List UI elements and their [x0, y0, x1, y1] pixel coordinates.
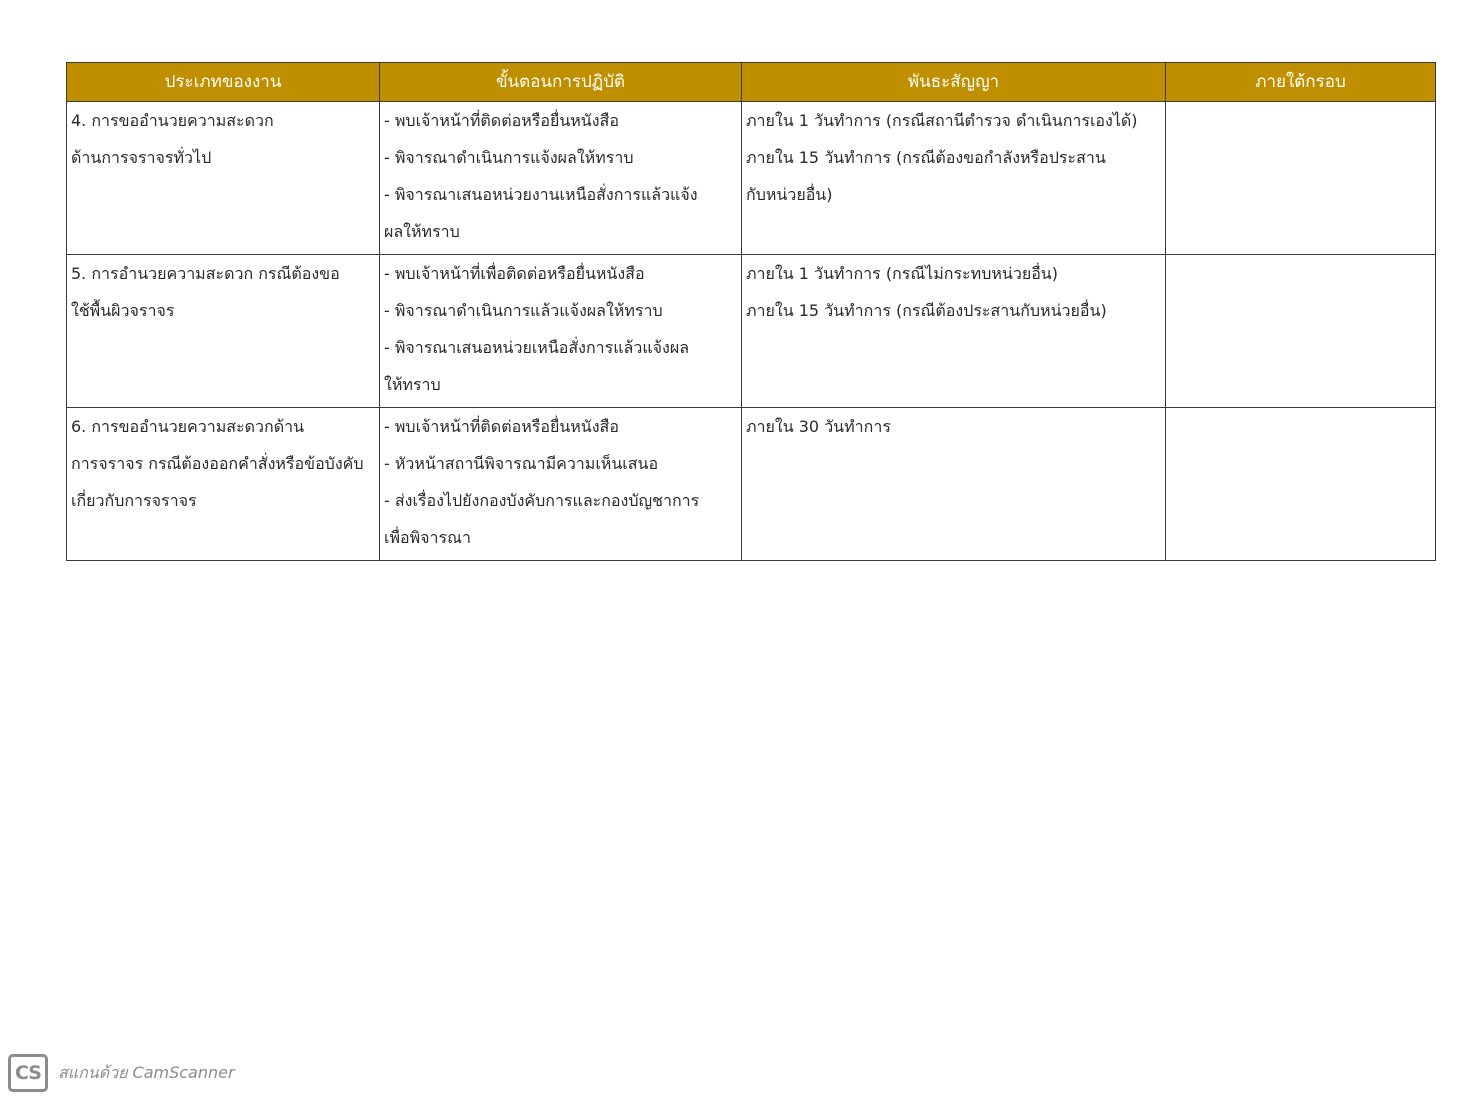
cell-line: - พิจารณาดำเนินการแล้วแจ้งผลให้ทราบ [384, 301, 663, 320]
cell-framework [1166, 408, 1436, 561]
table-row [67, 102, 1436, 255]
cell-line: 4. การขออำนวยความสะดวก [71, 111, 274, 130]
cell-line: - พิจารณาเสนอหน่วยงานเหนือสั่งการแล้วแจ้ง [384, 185, 698, 204]
cell-work-type [67, 102, 380, 255]
cell-work-type [67, 255, 380, 408]
cell-framework [1166, 255, 1436, 408]
cell-line: - พิจารณาดำเนินการแจ้งผลให้ทราบ [384, 148, 634, 167]
camscanner-logo-icon: CS [8, 1054, 48, 1092]
camscanner-watermark [8, 1054, 235, 1092]
cell-line: ผลให้ทราบ [384, 222, 460, 241]
cell-procedure [380, 255, 742, 408]
cell-line: เพื่อพิจารณา [384, 528, 471, 547]
cell-procedure [380, 408, 742, 561]
cell-commitment [742, 102, 1166, 255]
cell-line: ภายใน 15 วันทำการ (กรณีต้องขอกำลังหรือประสาน [746, 148, 1106, 167]
cell-line: ให้ทราบ [384, 375, 441, 394]
cell-framework [1166, 102, 1436, 255]
cell-work-type [67, 408, 380, 561]
cell-line: 6. การขออำนวยความสะดวกด้าน [71, 417, 305, 436]
cell-commitment [742, 255, 1166, 408]
table-header-row [67, 63, 1436, 102]
cell-line: - พิจารณาเสนอหน่วยเหนือสั่งการแล้วแจ้งผล [384, 338, 689, 357]
cell-line: ภายใน 1 วันทำการ (กรณีสถานีตำรวจ ดำเนินการเองได้) [746, 111, 1138, 130]
header-commitment: พันธะสัญญา [742, 63, 1166, 102]
cell-line: เกี่ยวกับการจราจร [71, 491, 197, 510]
cell-line: 5. การอำนวยความสะดวก กรณีต้องขอ [71, 264, 340, 283]
cell-line: ใช้พื้นผิวจราจร [71, 301, 175, 320]
cell-line: - หัวหน้าสถานีพิจารณามีความเห็นเสนอ [384, 454, 659, 473]
header-work-type: ประเภทของงาน [67, 63, 380, 102]
cell-commitment [742, 408, 1166, 561]
service-table [66, 62, 1436, 561]
cell-line: ภายใน 1 วันทำการ (กรณีไม่กระทบหน่วยอื่น) [746, 264, 1058, 283]
cell-procedure [380, 102, 742, 255]
service-table-container [66, 62, 1435, 561]
table-row [67, 408, 1436, 561]
cell-line: การจราจร กรณีต้องออกคำสั่งหรือข้อบังคับ [71, 454, 364, 473]
table-row [67, 255, 1436, 408]
cell-line: ภายใน 30 วันทำการ [746, 417, 891, 436]
cell-line: - พบเจ้าหน้าที่เพื่อติดต่อหรือยื่นหนังสือ [384, 264, 645, 283]
header-procedure: ขั้นตอนการปฏิบัติ [380, 63, 742, 102]
cell-line: ภายใน 15 วันทำการ (กรณีต้องประสานกับหน่วยอื่น) [746, 301, 1107, 320]
cell-line: - พบเจ้าหน้าที่ติดต่อหรือยื่นหนังสือ [384, 417, 619, 436]
camscanner-caption: สแกนด้วย CamScanner [58, 1062, 235, 1082]
cell-line: - ส่งเรื่องไปยังกองบังคับการและกองบัญชาการ [384, 491, 700, 510]
cell-line: ด้านการจราจรทั่วไป [71, 148, 212, 167]
cell-line: กับหน่วยอื่น) [746, 185, 833, 204]
cell-line: - พบเจ้าหน้าที่ติดต่อหรือยื่นหนังสือ [384, 111, 619, 130]
header-framework: ภายใต้กรอบ [1166, 63, 1436, 102]
